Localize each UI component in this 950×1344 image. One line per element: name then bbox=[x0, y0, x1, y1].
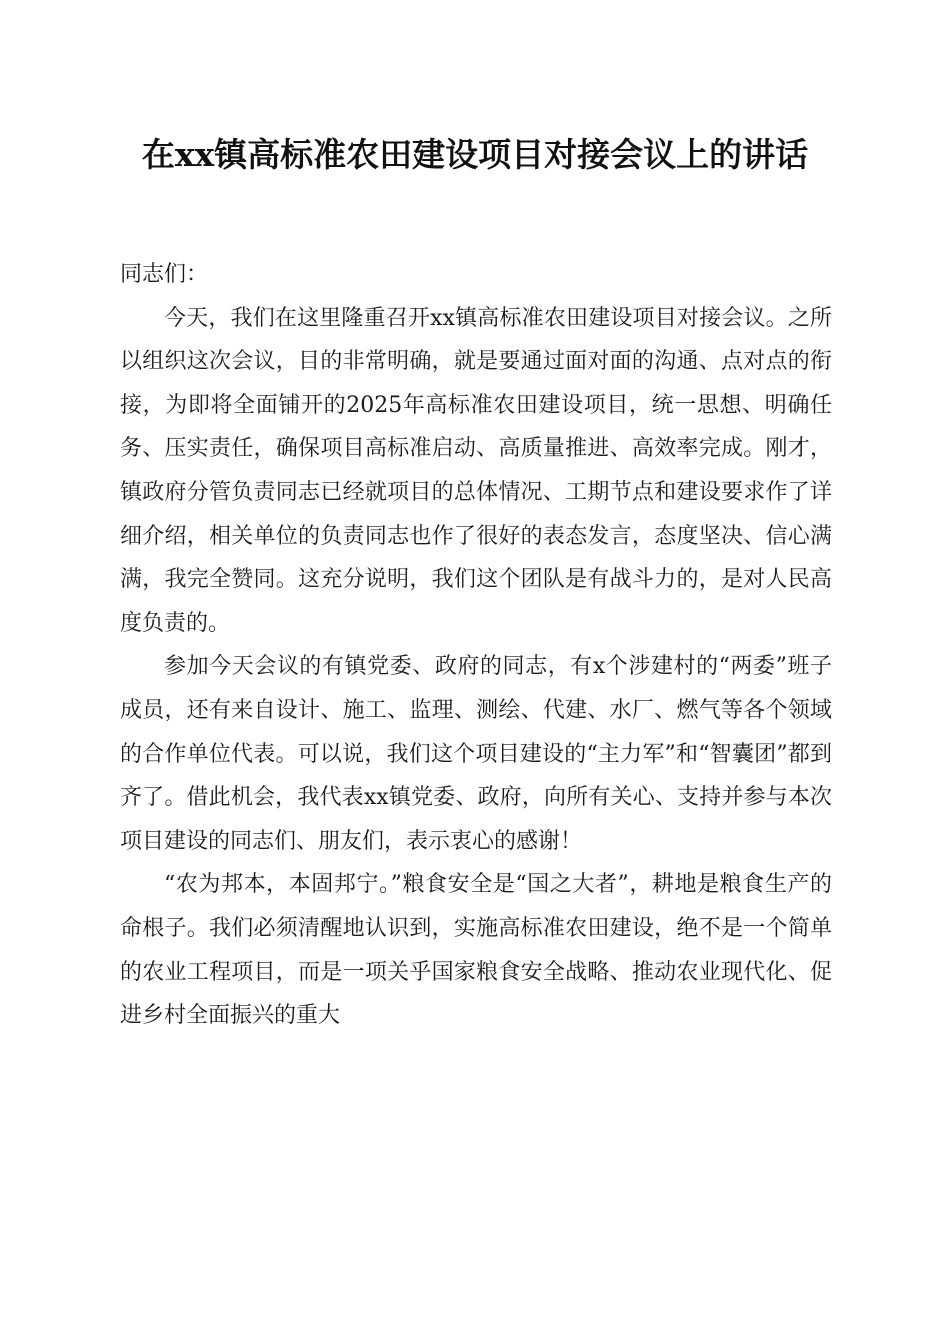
paragraph-1: 今天，我们在这里隆重召开xx镇高标准农田建设项目对接会议。之所以组织这次会议，目的非常明确，就是要通过面对面的沟通、点对点的衔接，为即将全面铺开的2025年高标准农田建设项目，统一思想、明确任务、压实责任，确保项目高标准启动、高质量推进、高效率完成。刚才，镇政府分管负责同志已经就项目的总体情况、工期节点和建设要求作了详细介绍，相关单位的负责同志也作了很好的表态发言，态度坚决、信心满满，我完全赞同。这充分说明，我们这个团队是有战斗力的，是对人民高度负责的。 bbox=[120, 305, 832, 636]
paragraph-3: “农为邦本，本固邦宁。”粮食安全是“国之大者”，耕地是粮食生产的命根子。我们必须清醒地认识到，实施高标准农田建设，绝不是一个简单的农业工程项目，而是一项关乎国家粮食安全战略、推动农业现代化、促进乡村全面振兴的重大 bbox=[120, 872, 832, 1029]
paragraph-2: 参加今天会议的有镇党委、政府的同志，有x个涉建村的“两委”班子成员，还有来自设计、施工、监理、测绘、代建、水厂、燃气等各个领域的合作单位代表。可以说，我们这个项目建设的“主力军”和“智囊团”都到齐了。借此机会，我代表xx镇党委、政府，向所有关心、支持并参与本次项目建设的同志们、朋友们，表示衷心的感谢！ bbox=[120, 654, 832, 854]
document-title: 在xx镇高标准农田建设项目对接会议上的讲话 bbox=[141, 135, 809, 174]
document-body bbox=[120, 253, 832, 1038]
salutation: 同志们： bbox=[120, 262, 209, 287]
